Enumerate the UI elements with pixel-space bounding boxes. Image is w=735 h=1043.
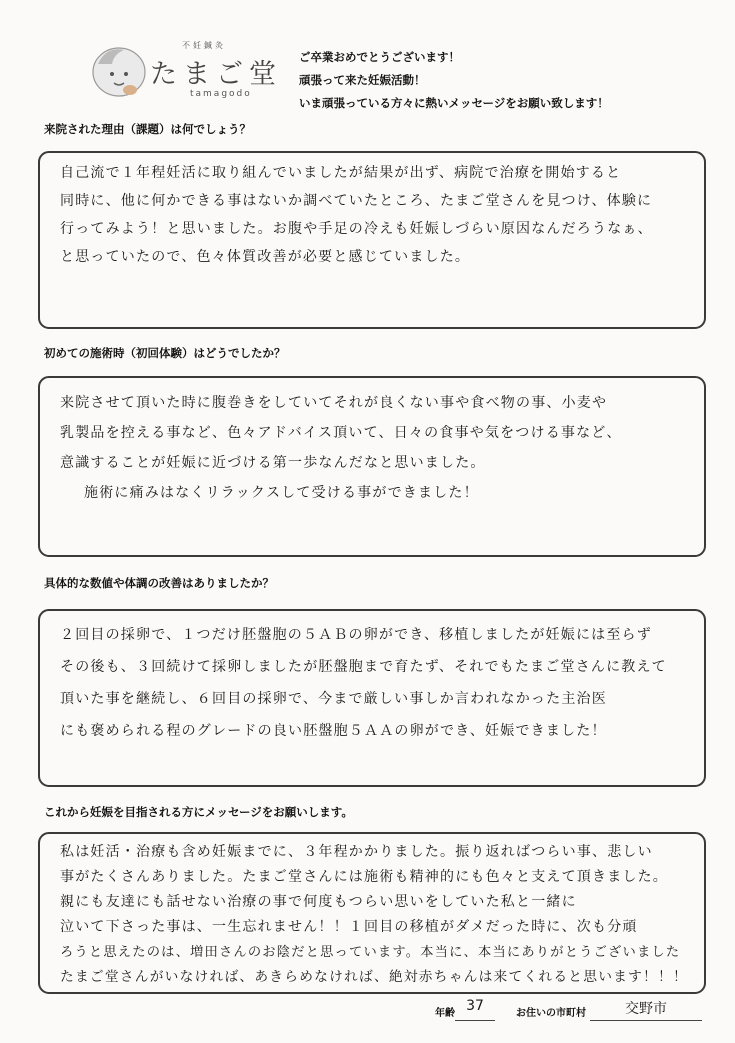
intro-line: 頑張って来た妊娠活動！ — [299, 73, 426, 87]
answer-line: 施術に痛みはなくリラックスして受ける事ができました！ — [84, 485, 479, 501]
age-value: 37 — [466, 998, 484, 1014]
answer-line: 親にも友達にも話せない治療の事で何度もつらい思いをしていた私と一緒に — [60, 894, 577, 910]
answer-line: ２回目の採卵で、１つだけ胚盤胞の５ＡＢの卵ができ、移植しましたが妊娠には至らず — [60, 627, 652, 643]
answer-line: にも褒められる程のグレードの良い胚盤胞５ＡＡの卵ができ、妊娠できました！ — [60, 723, 607, 739]
answer-line: 同時に、他に何かできる事はないか調べていたところ、たまご堂さんを見つけ、体験に — [60, 193, 653, 209]
intro-message — [299, 46, 609, 115]
question-message: これから妊娠を目指される方にメッセージをお願いします。 — [44, 805, 353, 819]
age-underline — [455, 1020, 495, 1021]
answer-line: ろうと思えたのは、増田さんのお陰だと思っています。本当に、本当にありがとうございました — [60, 945, 681, 960]
answer-box-message — [38, 832, 706, 994]
answer-line: と思っていたので、色々体質改善が必要と感じていました。 — [60, 249, 471, 265]
answer-line: 頂いた事を継続し、６回目の採卵で、今まで厳しい事しか言われなかった主治医 — [60, 691, 607, 707]
answer-line: 事がたくさんありました。たまご堂さんには施術も精神的にも色々と支えて頂きました。 — [60, 869, 668, 885]
answer-box-first-treatment — [38, 376, 706, 557]
answer-line: 乳製品を控える事など、色々アドバイス頂いて、日々の食事や気をつける事など、 — [60, 425, 622, 441]
answer-line: 私は妊活・治療も含め妊娠までに、３年程かかりました。振り返ればつらい事、悲しい — [60, 844, 653, 860]
baby-face-icon — [90, 42, 148, 100]
tamagodo-logo — [90, 36, 290, 106]
intro-line: いま頑張っている方々に熱いメッセージをお願い致します！ — [299, 96, 609, 110]
city-label: お住いの市町村 — [516, 1008, 586, 1019]
question-reason: 来院された理由（課題）は何でしょう？ — [44, 122, 251, 136]
logo-romaji: tamagodo — [190, 89, 252, 99]
age-label: 年齢 — [435, 1008, 455, 1019]
city-underline — [590, 1020, 702, 1021]
answer-line: 来院させて頂いた時に腹巻きをしていてそれが良くない事や食べ物の事、小麦や — [60, 395, 608, 411]
question-first-treatment: 初めての施術時（初回体験）はどうでしたか？ — [44, 346, 286, 360]
logo-subtitle: 不妊鍼灸 — [182, 41, 226, 50]
answer-line: 行ってみよう！と思いました。お腹や手足の冷えも妊娠しづらい原因なんだろうなぁ、 — [60, 221, 653, 237]
answer-box-improvements — [38, 609, 706, 787]
answer-line: 自己流で１年程妊活に取り組んでいましたが結果が出ず、病院で治療を開始すると — [60, 165, 622, 181]
answer-box-reason — [38, 151, 706, 329]
logo-name: たまご堂 — [150, 59, 282, 90]
city-value: 交野市 — [625, 1001, 667, 1017]
answer-line: たまご堂さんがいなければ、あきらめなければ、絶対赤ちゃんは来てくれると思います！！！ — [60, 969, 688, 985]
answer-line: その後も、３回続けて採卵しましたが胚盤胞まで育たず、それでもたまご堂さんに教えて — [60, 659, 667, 675]
answer-line: 意識することが妊娠に近づける第一歩なんだなと思いました。 — [60, 455, 486, 471]
question-improvements: 具体的な数値や体調の改善はありましたか？ — [44, 576, 274, 590]
intro-line: ご卒業おめでとうございます！ — [299, 50, 460, 64]
answer-line: 泣いて下さった事は、一生忘れません！！１回目の移植がダメだった時に、次も分頑 — [60, 919, 638, 935]
